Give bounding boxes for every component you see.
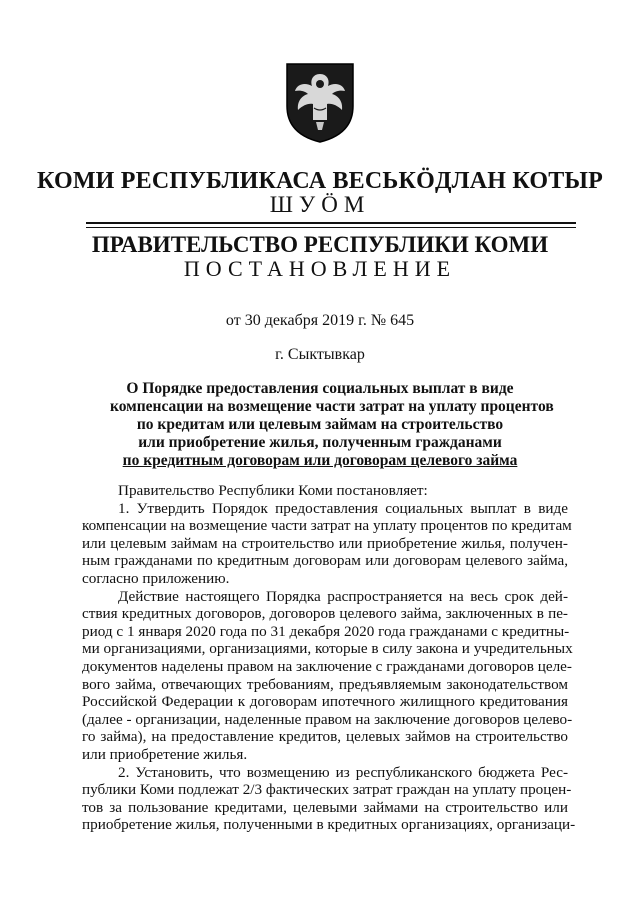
document-body [82, 482, 576, 834]
header-divider-thin [86, 227, 576, 228]
subject-line: по кредитным договорам или договорам целевого займа [122, 452, 518, 469]
document-city: г. Сыктывкар [275, 346, 365, 363]
body-line: го займа), на предоставление кредитов, целевых займов на строительство [82, 728, 568, 746]
body-line: вого займа, отвечающих требованиям, предъявляемым законодательством [82, 675, 568, 693]
subject-line: по кредитам или целевым займам на строительство [136, 416, 504, 433]
body-line: или целевым займам на строительство или приобретение жилья, получен- [82, 534, 568, 552]
government-title: ПРАВИТЕЛЬСТВО РЕСПУБЛИКИ КОМИ [91, 232, 549, 257]
body-line: документов наделены правом на заключение с гражданами договоров целе- [82, 657, 572, 675]
komi-document-type: ШУÖМ [269, 192, 371, 217]
body-line: 1. Утвердить Порядок предоставления социальных выплат в виде [118, 499, 568, 517]
body-line: Действие настоящего Порядка распространяется на весь срок дей- [118, 587, 568, 605]
subject-line: компенсации на возмещение части затрат на уплату процентов [110, 398, 554, 415]
body-line: ствия кредитных договоров, договоров целевого займа, заключенных в пе- [82, 605, 568, 623]
body-line: риод с 1 января 2020 года по 31 декабря 2020 года гражданами с кредитны- [82, 622, 570, 640]
document-type: ПОСТАНОВЛЕНИЕ [183, 256, 457, 281]
komi-coat-of-arms-icon [283, 60, 357, 144]
body-line: тов за пользование кредитами, целевыми займами на строительство или [82, 798, 568, 816]
komi-government-title: КОМИ РЕСПУБЛИКАСА ВЕСЬКÖДЛАН КОТЫР [36, 168, 604, 194]
subject-line: О Порядке предоставления социальных выплат в виде [126, 380, 514, 397]
document-date-number: от 30 декабря 2019 г. № 645 [225, 312, 415, 329]
body-line: публики Коми подлежат 2/3 фактических затрат граждан на уплату процен- [82, 781, 572, 799]
body-line: Правительство Республики Коми постановляет: [118, 482, 428, 499]
document-subject [110, 380, 554, 470]
header-divider-thick [86, 222, 576, 224]
body-line: (далее - организации, наделенные правом на заключение договоров целево- [82, 710, 573, 728]
body-line: ным гражданами по кредитным договорам или договорам целевого займа, [82, 552, 568, 570]
body-line: ми организациями, организациями, которые в силу закона и учредительных [82, 640, 573, 658]
body-line: Российской Федерации к договорам ипотечного жилищного кредитования [82, 693, 568, 711]
body-line: приобретение жилья, полученными в кредитных организациях, организаци- [82, 816, 576, 834]
body-line: или приобретение жилья. [82, 745, 248, 763]
subject-line: или приобретение жилья, полученным гражданами [138, 434, 502, 451]
body-line: 2. Установить, что возмещению из республиканского бюджета Рес- [118, 763, 568, 781]
body-line: компенсации на возмещение части затрат на уплату процентов по кредитам [82, 517, 572, 535]
body-line: согласно приложению. [82, 569, 230, 587]
